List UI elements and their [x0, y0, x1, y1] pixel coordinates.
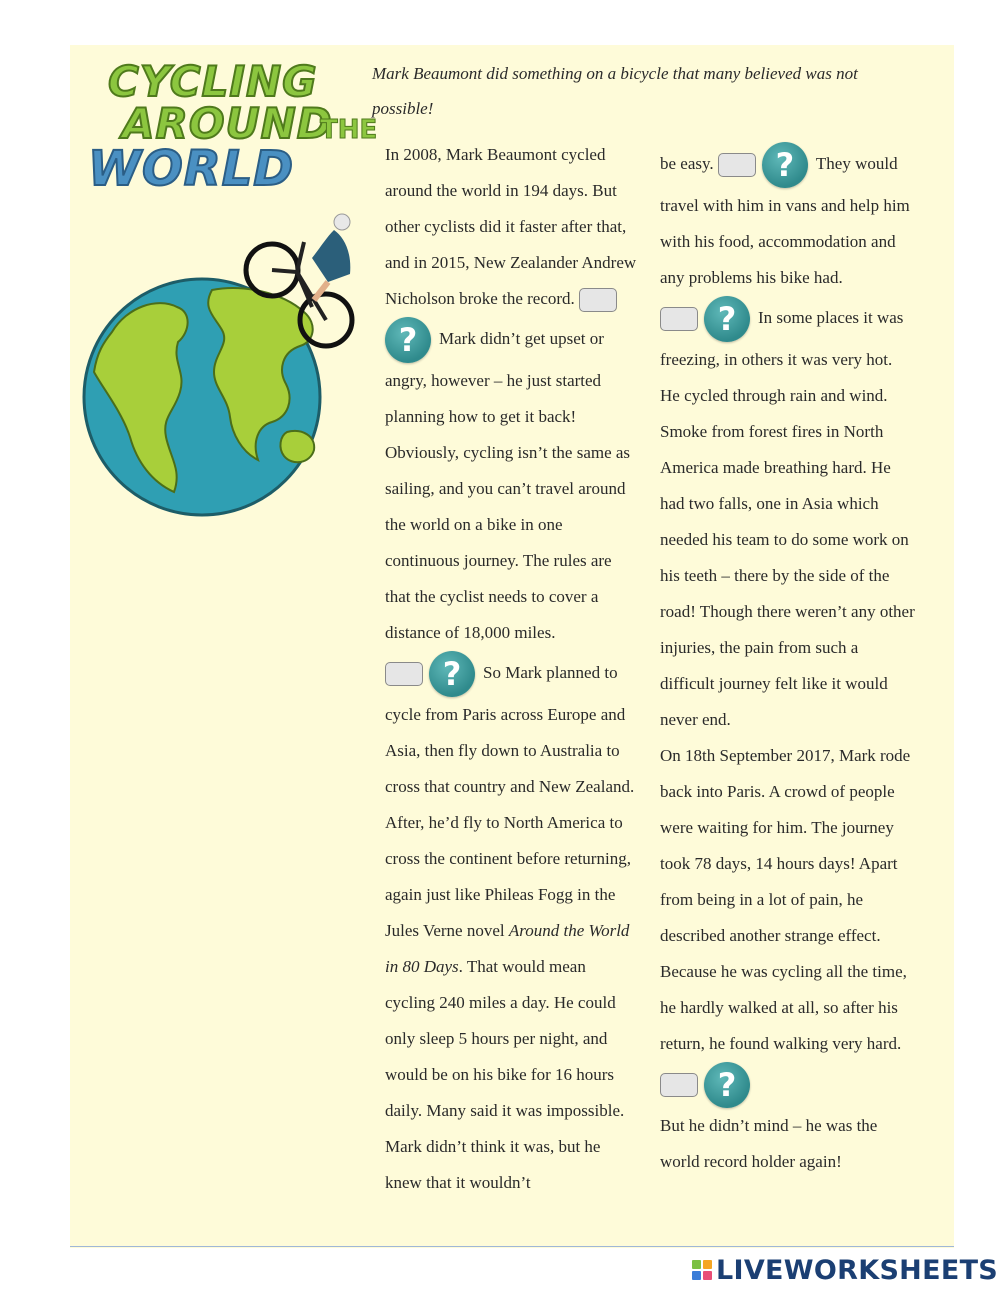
answer-blank-4[interactable] — [660, 307, 698, 331]
logo-text: LIVEWORKSHEETS — [716, 1254, 999, 1286]
paragraph-text: So Mark planned to cycle from Paris across Europe and Asia, then fly down to Australia to cross that country and New Zealand. After, he’d fly to North America to cross the continent before returning, again just like Phileas Fogg in the Jules Verne novel — [385, 662, 635, 940]
paragraph-text: In 2008, Mark Beaumont cycled around the world in 194 days. But other cyclists did it faster after that, and in 2015, New Zealander Andrew Nicholson broke the record. — [385, 145, 637, 308]
answer-blank-5[interactable] — [660, 1073, 698, 1097]
answer-blank-2[interactable] — [385, 662, 423, 686]
logo-icon — [692, 1260, 712, 1280]
question-icon[interactable]: ? — [385, 317, 431, 363]
title-line-world: WORLD — [88, 141, 295, 197]
paragraph — [385, 651, 637, 1201]
paragraph-text: Mark didn’t get upset or angry, however – he just started planning how to get it back! Obviously, cycling isn’t the same as sailing, and you can’t travel around the world on a bike in one continuous journey. The rules are that the cyclist needs to cover a distance of 18,000 miles. — [385, 328, 631, 642]
title-word-the: THE — [320, 115, 378, 145]
paragraph-text: On 18th September 2017, Mark rode back into Paris. A crowd of people were waiting for him. The journey took 78 days, 14 hours days! Apart from being in a lot of pain, he described another strange effect. Because he was cycling all the time, he hardly walked at all, so after his return, he found walking very hard. — [660, 746, 911, 1053]
globe-cyclist-illustration — [82, 212, 362, 522]
paragraph — [660, 1108, 916, 1180]
paragraph — [660, 738, 916, 1108]
paragraph-text: . That would mean cycling 240 miles a day. He could only sleep 5 hours per night, and would be on his bike for 16 hours daily. Many said it was impossible. Mark didn’t think it was, but he knew that it wouldn’t — [385, 957, 625, 1192]
page-divider — [70, 1246, 954, 1247]
article-column-left — [385, 137, 637, 1201]
question-icon[interactable]: ? — [429, 651, 475, 697]
paragraph-text: They would travel with him in vans and help him with his food, accommodation and any problems his bike had. — [660, 153, 910, 287]
answer-blank-1[interactable] — [579, 288, 617, 312]
paragraph-text: But he didn’t mind – he was the world record holder again! — [660, 1116, 878, 1171]
paragraph-text: be easy. — [660, 153, 714, 173]
article-column-right — [660, 142, 916, 1180]
paragraph — [660, 142, 916, 296]
liveworksheets-logo — [692, 1255, 998, 1285]
title-line-cycling: CYCLING — [108, 57, 318, 106]
worksheet-title — [88, 55, 378, 197]
title-line-around: AROUND — [122, 99, 333, 148]
paragraph — [385, 137, 637, 651]
question-icon[interactable]: ? — [762, 142, 808, 188]
paragraph-text: In some places it was freezing, in others it was very hot. He cycled through rain and wind. Smoke from forest fires in North America made breathing hard. He had two falls, one in Asia which needed his team to do some work on his teeth – there by the side of the road! Though there weren’t any other injuries, the pain from such a difficult journey felt like it would never end. — [660, 307, 915, 729]
paragraph — [660, 296, 916, 738]
question-icon[interactable]: ? — [704, 296, 750, 342]
question-icon[interactable]: ? — [704, 1062, 750, 1108]
novel-title: Around the World in 80 Days — [385, 921, 630, 976]
answer-blank-3[interactable] — [718, 153, 756, 177]
intro-text: Mark Beaumont did something on a bicycle that many believed was not possible! — [372, 64, 858, 118]
